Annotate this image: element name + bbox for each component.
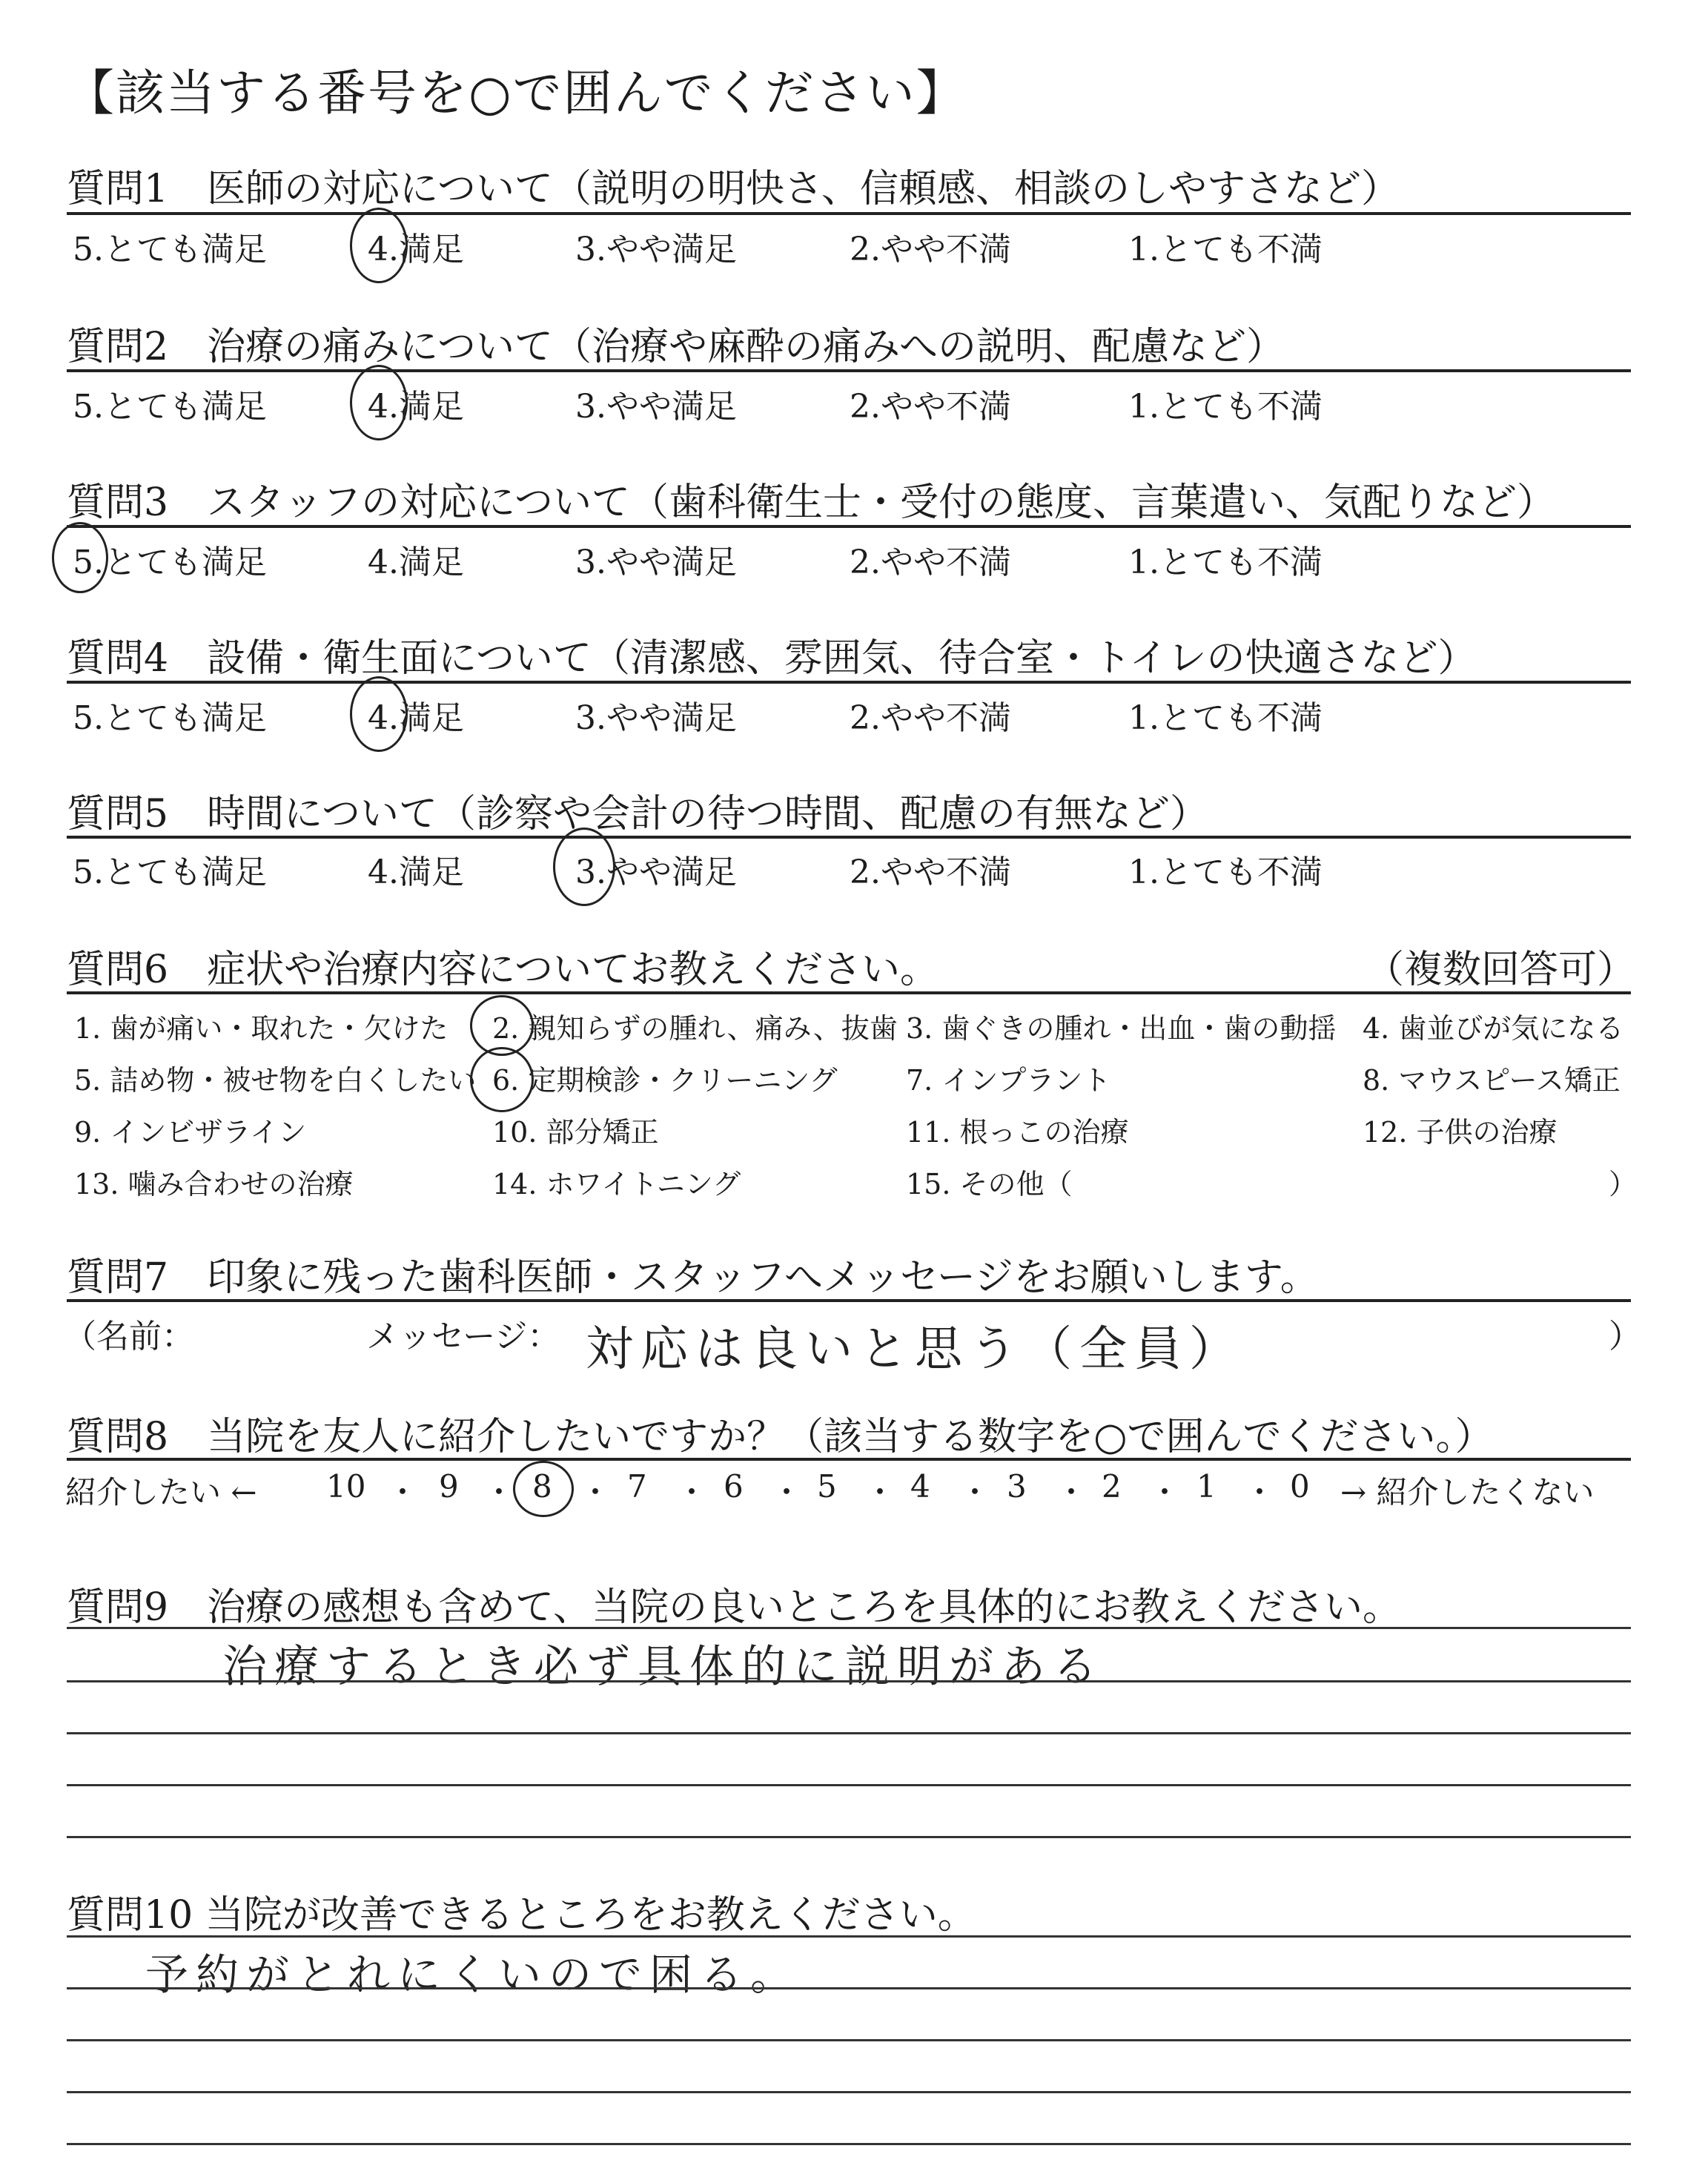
- q7-message-label: メッセージ：: [366, 1318, 560, 1355]
- q8-scale-9[interactable]: 9: [439, 1468, 459, 1505]
- q8-scale-dot: ・: [771, 1474, 803, 1510]
- q6-option-3[interactable]: 3. 歯ぐきの腫れ・出血・歯の動揺: [906, 1012, 1337, 1045]
- q9-answer-line: [67, 1627, 1631, 1629]
- q6-option-1[interactable]: 1. 歯が痛い・取れた・欠けた: [74, 1012, 448, 1045]
- q8-title: 質問8 当院を友人に紹介したいですか？（該当する数字を○で囲んでください。）: [67, 1415, 1494, 1459]
- q8-scale-10[interactable]: 10: [326, 1468, 366, 1505]
- q3-title: 質問3 スタッフの対応について（歯科衛生士・受付の態度、言葉遣い、気配りなど）: [67, 480, 1556, 525]
- q8-scale-dot: ・: [864, 1474, 896, 1510]
- q6-option-8[interactable]: 8. マウスピース矯正: [1363, 1064, 1621, 1097]
- q4-divider: [67, 681, 1631, 684]
- q8-scale-dot: ・: [959, 1474, 991, 1510]
- q10-handwritten-answer: 予約がとれにくいので困る。: [145, 1949, 801, 2000]
- q5-divider: [67, 836, 1631, 839]
- q1-title: 質問1 医師の対応について（説明の明快さ、信頼感、相談のしやすさなど）: [67, 167, 1400, 211]
- q8-scale-6[interactable]: 6: [724, 1468, 744, 1505]
- q8-scale-7[interactable]: 7: [627, 1468, 647, 1505]
- q8-scale-dot: ・: [483, 1474, 515, 1510]
- q10-answer-line: [67, 1987, 1631, 1989]
- q6-multiple-answers-note: （複数回答可）: [1366, 948, 1636, 992]
- q5-option-3[interactable]: 3.やや満足: [575, 853, 737, 891]
- q6-option-6[interactable]: 6. 定期検診・クリーニング: [492, 1064, 838, 1097]
- q10-answer-line: [67, 2091, 1631, 2093]
- q8-scale-1[interactable]: 1: [1196, 1468, 1217, 1505]
- q2-option-2[interactable]: 2.やや不満: [850, 388, 1011, 426]
- q6-option-2[interactable]: 2. 親知らずの腫れ、痛み、抜歯: [492, 1012, 898, 1045]
- q3-option-5[interactable]: 5.とても満足: [73, 544, 267, 581]
- q9-title: 質問9 治療の感想も含めて、当院の良いところを具体的にお教えください。: [67, 1585, 1402, 1630]
- q8-left-label: 紹介したい ←: [65, 1474, 257, 1510]
- q10-title: 質問10 当院が改善できるところをお教えください。: [67, 1893, 976, 1938]
- q5-option-4[interactable]: 4.満足: [368, 853, 464, 891]
- q8-scale-2[interactable]: 2: [1102, 1468, 1122, 1505]
- q6-option-5[interactable]: 5. 詰め物・被せ物を白くしたい: [74, 1064, 477, 1097]
- q8-right-label: → 紹介したくない: [1340, 1474, 1595, 1510]
- q9-answer-line: [67, 1784, 1631, 1786]
- q6-option-4[interactable]: 4. 歯並びが気になる: [1363, 1012, 1624, 1045]
- q6-option-13[interactable]: 13. 噛み合わせの治療: [74, 1168, 354, 1200]
- q6-option-15[interactable]: 15. その他（: [906, 1168, 1073, 1200]
- q3-option-2[interactable]: 2.やや不満: [850, 544, 1011, 581]
- q6-option-14[interactable]: 14. ホワイトニング: [492, 1168, 741, 1200]
- q8-divider: [67, 1458, 1631, 1461]
- form-heading: 【該当する番号を○で囲んでください】: [65, 65, 967, 122]
- q7-handwritten-message: 対応は良いと思う（全員）: [586, 1322, 1244, 1377]
- q2-option-3[interactable]: 3.やや満足: [575, 388, 737, 426]
- q5-option-1[interactable]: 1.とても不満: [1128, 853, 1323, 891]
- q1-option-1[interactable]: 1.とても不満: [1128, 231, 1323, 268]
- q8-scale-dot: ・: [1149, 1474, 1181, 1510]
- q6-divider: [67, 991, 1631, 994]
- q8-scale-3[interactable]: 3: [1007, 1468, 1027, 1505]
- q7-title: 質問7 印象に残った歯科医師・スタッフへメッセージをお願いします。: [67, 1255, 1319, 1300]
- q7-divider: [67, 1299, 1631, 1302]
- q6-option-7[interactable]: 7. インプラント: [906, 1064, 1111, 1097]
- q9-answer-line: [67, 1732, 1631, 1734]
- q8-scale-0[interactable]: 0: [1290, 1468, 1310, 1505]
- q4-title: 質問4 設備・衛生面について（清潔感、雰囲気、待合室・トイレの快適さなど）: [67, 636, 1477, 681]
- q2-option-5[interactable]: 5.とても満足: [73, 388, 267, 426]
- q8-scale-dot: ・: [580, 1474, 612, 1510]
- q9-answer-line: [67, 1836, 1631, 1838]
- q9-answer-line: [67, 1680, 1631, 1682]
- q5-title: 質問5 時間について（診察や会計の待つ時間、配慮の有無など）: [67, 792, 1209, 836]
- q8-scale-4[interactable]: 4: [910, 1468, 930, 1505]
- q2-option-1[interactable]: 1.とても不満: [1128, 388, 1323, 426]
- q6-other-close-paren: ）: [1609, 1168, 1638, 1200]
- q4-option-4[interactable]: 4.満足: [368, 699, 464, 737]
- q6-option-11[interactable]: 11. 根っこの治療: [906, 1116, 1129, 1149]
- q10-answer-line: [67, 2039, 1631, 2041]
- q4-option-3[interactable]: 3.やや満足: [575, 699, 737, 737]
- q7-close-paren: ）: [1609, 1318, 1641, 1355]
- q2-option-4[interactable]: 4.満足: [368, 388, 464, 426]
- q4-option-5[interactable]: 5.とても満足: [73, 699, 267, 737]
- q3-option-1[interactable]: 1.とても不満: [1128, 544, 1323, 581]
- q8-scale-dot: ・: [387, 1474, 419, 1510]
- q1-option-5[interactable]: 5.とても満足: [73, 231, 267, 268]
- q10-answer-line: [67, 1935, 1631, 1938]
- q1-option-3[interactable]: 3.やや満足: [575, 231, 737, 268]
- q6-option-12[interactable]: 12. 子供の治療: [1363, 1116, 1558, 1149]
- q3-option-4[interactable]: 4.満足: [368, 544, 464, 581]
- q7-name-label: （名前：: [64, 1318, 194, 1355]
- q10-answer-line: [67, 2143, 1631, 2145]
- q2-divider: [67, 369, 1631, 372]
- q9-handwritten-answer: 治療するとき必ず具体的に説明がある: [222, 1641, 1105, 1693]
- q6-option-10[interactable]: 10. 部分矯正: [492, 1116, 659, 1149]
- q4-option-2[interactable]: 2.やや不満: [850, 699, 1011, 737]
- q3-divider: [67, 525, 1631, 528]
- q8-scale-dot: ・: [676, 1474, 708, 1510]
- q5-option-5[interactable]: 5.とても満足: [73, 853, 267, 891]
- q1-option-4[interactable]: 4.満足: [368, 231, 464, 268]
- q8-scale-8[interactable]: 8: [532, 1468, 552, 1505]
- q8-scale-dot: ・: [1244, 1474, 1276, 1510]
- q5-option-2[interactable]: 2.やや不満: [850, 853, 1011, 891]
- q8-scale-dot: ・: [1056, 1474, 1088, 1510]
- q2-title: 質問2 治療の痛みについて（治療や麻酔の痛みへの説明、配慮など）: [67, 325, 1285, 369]
- q3-option-3[interactable]: 3.やや満足: [575, 544, 737, 581]
- q6-title: 質問6 症状や治療内容についてお教えください。: [67, 948, 939, 992]
- q4-option-1[interactable]: 1.とても不満: [1128, 699, 1323, 737]
- q1-divider: [67, 212, 1631, 215]
- q6-option-9[interactable]: 9. インビザライン: [74, 1116, 307, 1149]
- q8-scale-5[interactable]: 5: [817, 1468, 837, 1505]
- q1-option-2[interactable]: 2.やや不満: [850, 231, 1011, 268]
